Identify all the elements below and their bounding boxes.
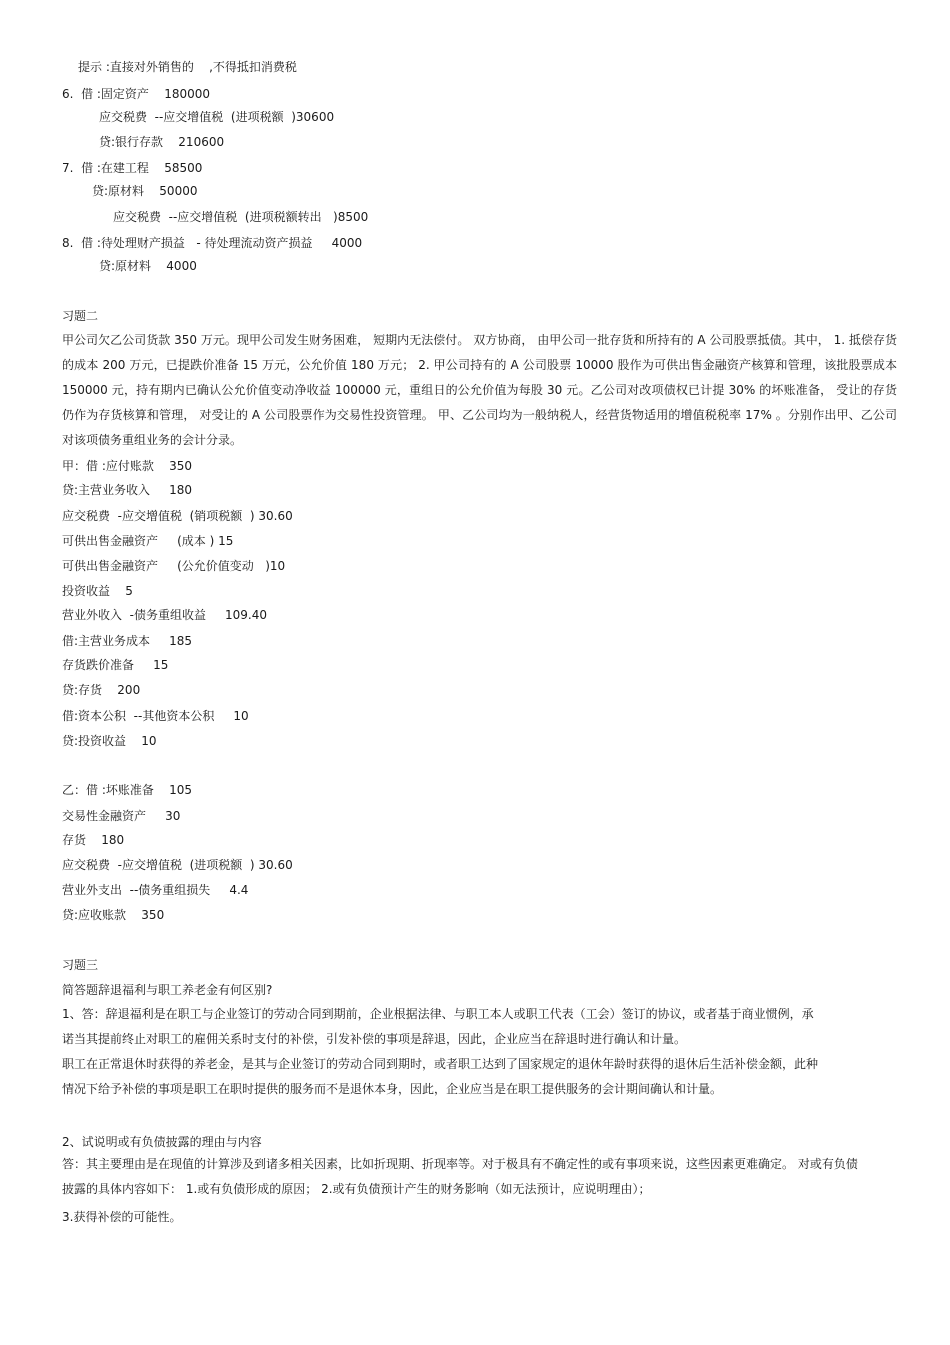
jia-entry-line: 可供出售金融资产 (成本 ) 15: [62, 534, 234, 548]
jia-entry-line: 贷:主营业务收入 180: [62, 483, 193, 497]
section-title-3: 习题三: [62, 958, 99, 972]
answer-1: 1、答：辞退福利是在职工与企业签订的劳动合同到期前，企业根据法律、与职工本人或职工代表（工会）签订的协议，或者基于商业惯例，承诺当其提前终止对职工的雇佣关系时支付的补偿，引发补偿的事项是辞退，因此，企业应当在辞退时进行确认和计量。: [62, 1007, 814, 1046]
jia-entry-line: 投资收益 5: [62, 584, 133, 598]
yi-entry-line: 应交税费 -应交增值税 (进项税额 ) 30.60: [62, 858, 293, 872]
entry-7-tax: 应交税费 --应交增值税 (进项税额转出 )8500: [113, 210, 369, 224]
jia-entry-line: 借:资本公积 --其他资本公积 10: [62, 709, 249, 723]
yi-entry-line: 营业外支出 --债务重组损失 4.4: [62, 883, 249, 897]
answer-2-item-3: 3.获得补偿的可能性。: [62, 1210, 182, 1224]
jia-entry-line: 可供出售金融资产 (公允价值变动 )10: [62, 559, 286, 573]
yi-entry-line: 贷:应收账款 350: [62, 908, 165, 922]
entry-8-credit: 贷:原材料 4000: [99, 259, 197, 273]
section-title-2: 习题二: [62, 309, 99, 323]
jia-entry-line: 甲：借 :应付账款 350: [62, 459, 193, 473]
entry-6-credit: 贷:银行存款 210600: [99, 135, 225, 149]
jia-entry-line: 贷:存货 200: [62, 683, 141, 697]
entry-8-debit: 8. 借 :待处理财产损益 - 待处理流动资产损益 4000: [62, 236, 363, 250]
short-answer-question: 简答题辞退福利与职工养老金有何区别?: [62, 983, 273, 997]
jia-entry-line: 借:主营业务成本 185: [62, 634, 193, 648]
jia-entry-line: 营业外收入 -债务重组收益 109.40: [62, 608, 268, 622]
entry-6-debit: 6. 借 :固定资产 180000: [62, 87, 211, 101]
answer-1-pension: 职工在正常退休时获得的养老金，是其与企业签订的劳动合同到期时，或者职工达到了国家规定的退休年龄时获得的退休后生活补偿金额，此种情况下给予补偿的事项是职工在职时提供的服务而不是退休本身，因此，企业应当是在职工提供服务的会计期间确认和计量。: [62, 1057, 819, 1096]
yi-entry-line: 存货 180: [62, 833, 125, 847]
yi-entry-line: 乙：借 :坏账准备 105: [62, 783, 193, 797]
entry-7-debit: 7. 借 :在建工程 58500: [62, 161, 203, 175]
jia-entry-line: 贷:投资收益 10: [62, 734, 157, 748]
entry-6-tax: 应交税费 --应交增值税 (进项税额 )30600: [99, 110, 335, 124]
problem-statement: 甲公司欠乙公司货款 350 万元。现甲公司发生财务困难， 短期内无法偿付。 双方协商， 由甲公司一批存货和所持有的 A 公司股票抵债。其中， 1. 抵偿存货的成本 200 万元，已提跌价准备 15 万元，公允价值 180 万元； 2. 甲公司持有的 A 公司股票 10000 股作为可供出售金融资产核算和管理，该批股票成本 150000 元，持有期内已确认公允价值变动净收益 100000 元，重组日的公允价值为每股 30 元。乙公司对改项债权已计提 30% 的坏账准备， 受让的存货仍作为存货核算和管理， 对受让的 A 公司股票作为交易性投资管理。 甲、乙公司均为一般纳税人，经营货物适用的增值税税率 17% 。分别作出甲、乙公司对该项债务重组业务的会计分录。: [62, 333, 897, 447]
hint-line: 提示 :直接对外销售的 ,不得抵扣消费税: [78, 60, 297, 74]
jia-entry-line: 存货跌价准备 15: [62, 658, 169, 672]
entry-7-credit: 贷:原材料 50000: [92, 184, 198, 198]
yi-entry-line: 交易性金融资产 30: [62, 809, 181, 823]
question-2: 2、试说明或有负债披露的理由与内容: [62, 1135, 262, 1149]
jia-entry-line: 应交税费 -应交增值税 (销项税额 ) 30.60: [62, 509, 293, 523]
answer-2: 答：其主要理由是在现值的计算涉及到诸多相关因素，比如折现期、折现率等。对于极具有不确定性的或有事项来说，这些因素更难确定。 对或有负债披露的具体内容如下： 1.或有负债形成的原因； 2.或有负债预计产生的财务影响（如无法预计，应说明理由）；: [62, 1157, 858, 1196]
